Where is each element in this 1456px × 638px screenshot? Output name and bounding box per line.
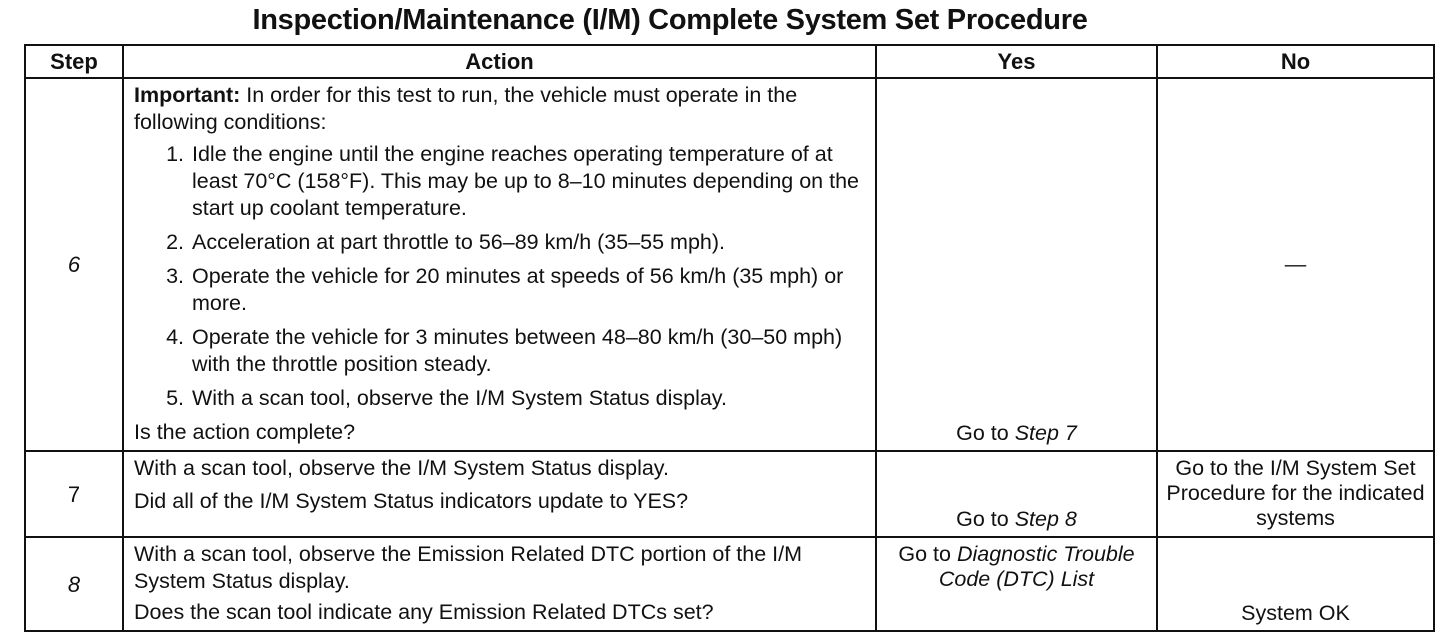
- important-label: Important:: [134, 83, 241, 107]
- yes-cell: [876, 537, 1157, 631]
- action-text: With a scan tool, observe the I/M System Status display.: [134, 456, 669, 480]
- action-cell: [123, 78, 876, 451]
- action-question: Is the action complete?: [134, 420, 356, 444]
- header-step: Step: [25, 45, 123, 78]
- list-item: 5. With a scan tool, observe the I/M System Status display.: [190, 385, 867, 412]
- no-cell: System OK: [1157, 537, 1434, 631]
- action-cell: [123, 451, 876, 537]
- conditions-list: [134, 141, 867, 412]
- table-row: [25, 78, 1434, 451]
- action-question: Does the scan tool indicate any Emission Related DTCs set?: [134, 600, 714, 624]
- yes-prefix: Go to: [898, 542, 957, 566]
- table-row: [25, 451, 1434, 537]
- step-number: 7: [25, 451, 123, 537]
- header-action: Action: [123, 45, 876, 78]
- header-row: [25, 45, 1434, 78]
- step-link[interactable]: Step 8: [1014, 507, 1077, 531]
- header-no: No: [1157, 45, 1434, 78]
- action-cell: [123, 537, 876, 631]
- important-text: In order for this test to run, the vehicle must operate in the following conditions:: [134, 83, 798, 134]
- action-question: Did all of the I/M System Status indicators update to YES?: [134, 489, 689, 513]
- no-cell: Go to the I/M System Set Procedure for the indicated systems: [1157, 451, 1434, 537]
- yes-prefix: Go to: [956, 507, 1015, 531]
- procedure-table: [24, 44, 1435, 632]
- page-title: Inspection/Maintenance (I/M) Complete System Set Procedure: [252, 4, 1088, 36]
- list-item: 2. Acceleration at part throttle to 56–89 km/h (35–55 mph).: [190, 229, 867, 256]
- step-number: 6: [25, 78, 123, 451]
- yes-prefix: Go to: [956, 421, 1015, 445]
- table-row: [25, 537, 1434, 631]
- dtc-list-link[interactable]: Diagnostic Trouble Code (DTC) List: [938, 542, 1135, 591]
- action-text: With a scan tool, observe the Emission Related DTC portion of the I/M System Status display.: [134, 542, 802, 593]
- no-cell: —: [1157, 78, 1434, 451]
- important-note: [134, 82, 867, 136]
- list-item: 4. Operate the vehicle for 3 minutes between 48–80 km/h (30–50 mph) with the throttle position steady.: [190, 324, 867, 378]
- list-item: 1. Idle the engine until the engine reaches operating temperature of at least 70°C (158°F). This may be up to 8–10 minutes depending on the start up coolant temperature.: [190, 141, 867, 222]
- header-yes: Yes: [876, 45, 1157, 78]
- yes-cell: [876, 451, 1157, 537]
- yes-cell: [876, 78, 1157, 451]
- step-number: 8: [25, 537, 123, 631]
- step-link[interactable]: Step 7: [1014, 421, 1077, 445]
- list-item: 3. Operate the vehicle for 20 minutes at speeds of 56 km/h (35 mph) or more.: [190, 263, 867, 317]
